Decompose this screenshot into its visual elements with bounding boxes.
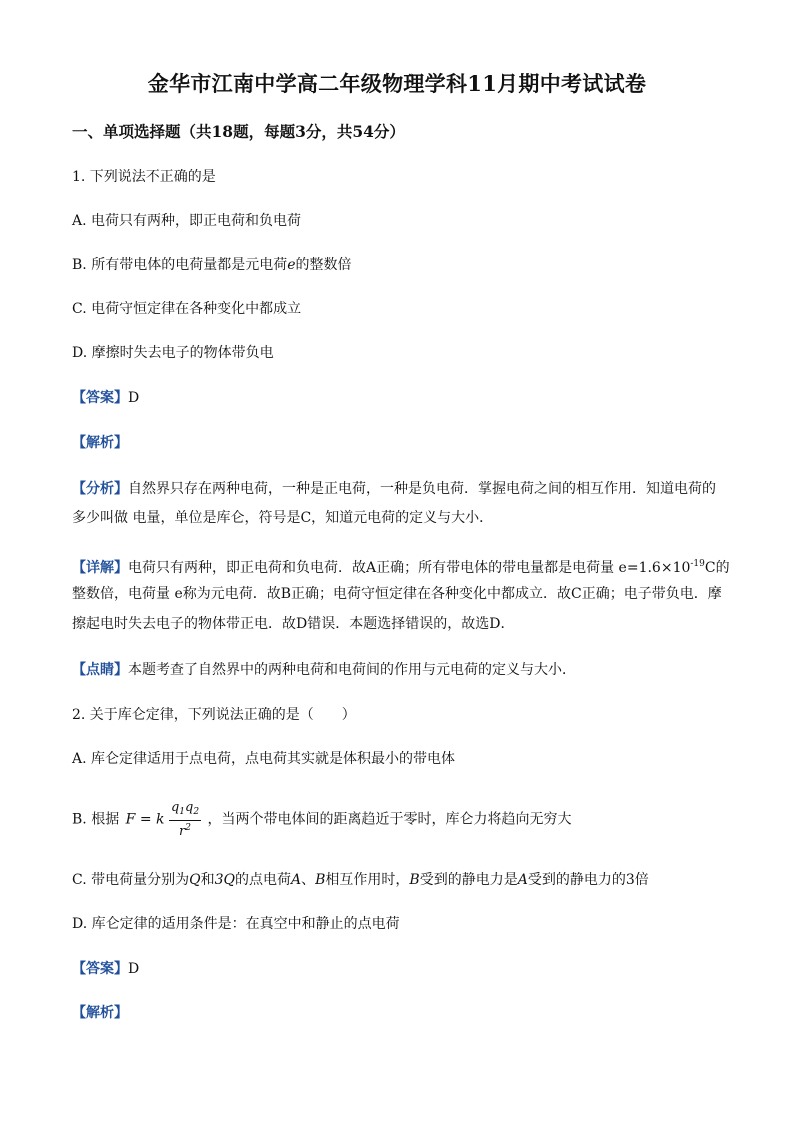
q2-analysis-tag: 【解析】 — [72, 1005, 128, 1021]
q2-option-b — [72, 800, 572, 839]
q1-xiangjie-line3: 擦起电时失去电子的物体带正电．故D错误．本题选择错误的，故选D． — [72, 616, 515, 632]
answer-tag: 【答案】 — [72, 390, 128, 406]
q2-c-part: 受到的静电力是 — [419, 872, 518, 888]
q2-option-d: D. 库仑定律的适用条件是：在真空中和静止的点电荷 — [72, 916, 400, 932]
answer-value: D — [128, 961, 140, 977]
q1-option-b-post: 的整数倍 — [295, 257, 352, 273]
q1-option-c: C. 电荷守恒定律在各种变化中都成立 — [72, 301, 302, 317]
num-sub2: 2 — [193, 807, 200, 817]
formula-numerator — [169, 800, 201, 821]
num-sub1: 1 — [179, 807, 185, 817]
q1-option-b-var: e — [287, 257, 296, 273]
answer-tag: 【答案】 — [72, 961, 128, 977]
q2-c-var-q: Q — [189, 872, 201, 888]
q2-c-var-b: B — [315, 872, 326, 888]
q1-fenxi-line1 — [72, 479, 716, 499]
coulomb-formula — [126, 800, 201, 839]
q1-option-a: A. 电荷只有两种，即正电荷和负电荷 — [72, 213, 302, 229]
q2-c-var-a: A — [517, 872, 528, 888]
q1-option-b-text: B. 所有带电体的电荷量都是元电荷 — [72, 257, 288, 273]
page-title: 金华市江南中学高二年级物理学科11月期中考试试卷 — [147, 71, 647, 96]
den-r: r — [179, 824, 186, 839]
xiangjie-tag: 【详解】 — [72, 560, 128, 576]
q2-c-part: 和 — [200, 872, 215, 888]
section-heading: 一、单项选择题（共18题，每题3分，共54分） — [72, 122, 405, 141]
fenxi-tag: 【分析】 — [72, 481, 128, 497]
q2-c-part: 、 — [301, 872, 316, 888]
q1-xiangjie-line2: 整数倍，电荷量 e称为元电荷．故B正确；电荷守恒定律在各种变化中都成立．故C正确；电子带负电．摩 — [72, 586, 722, 602]
q1-option-b — [72, 255, 352, 275]
exponent: -19 — [690, 559, 705, 569]
q2-option-a: A. 库仑定律适用于点电荷，点电荷其实就是体积最小的带电体 — [72, 751, 456, 767]
fenxi-text-1: 自然界只存在两种电荷，一种是正电荷，一种是负电荷．掌握电荷之间的相互作用．知道电荷的 — [128, 481, 716, 497]
q2-option-c — [72, 870, 649, 890]
answer-value: D — [128, 390, 140, 406]
q2-c-var-b: B — [409, 872, 420, 888]
den-sup: 2 — [185, 823, 191, 833]
q2-option-b-post: ，当两个带电体间的距离趋近于零时，库仑力将趋向无穷大 — [207, 811, 572, 828]
q1-xiangjie-line1 — [72, 554, 730, 578]
q2-c-part: 受到的静电力的3倍 — [527, 872, 649, 888]
q1-dianjing — [72, 660, 576, 680]
q2-answer — [72, 959, 139, 979]
xiangjie-text-1-post: C的 — [704, 560, 730, 576]
num-q1: q — [170, 800, 180, 815]
q1-analysis-tag: 【解析】 — [72, 435, 128, 451]
q2-option-b-pre: B. 根据 — [72, 811, 120, 828]
q1-fenxi-line2: 多少叫做 电量，单位是库仑，符号是C，知道元电荷的定义与大小． — [72, 510, 494, 526]
q2-c-part: 的点电荷 — [235, 872, 291, 888]
q1-answer — [72, 388, 139, 408]
q2-c-part: 相互作用时， — [325, 872, 410, 888]
formula-fraction — [169, 800, 201, 839]
q2-c-part: C. 带电荷量分别为 — [72, 872, 190, 888]
formula-lhs: F = k — [125, 811, 165, 828]
num-q2: q — [185, 800, 194, 815]
dianjing-tag: 【点睛】 — [72, 662, 128, 678]
q1-stem: 1. 下列说法不正确的是 — [72, 169, 216, 185]
dianjing-text: 本题考查了自然界中的两种电荷和电荷间的作用与元电荷的定义与大小． — [128, 662, 576, 678]
xiangjie-text-1: 电荷只有两种，即正电荷和负电荷．故A正确；所有带电体的带电量都是电荷量 e=1.6×10 — [128, 560, 691, 576]
q2-c-var-3q: 3Q — [214, 872, 235, 888]
formula-denominator — [177, 821, 193, 839]
q1-option-d: D. 摩擦时失去电子的物体带负电 — [72, 345, 274, 361]
q2-c-var-a: A — [291, 872, 302, 888]
q2-stem: 2. 关于库仑定律，下列说法正确的是（ ） — [72, 707, 356, 723]
